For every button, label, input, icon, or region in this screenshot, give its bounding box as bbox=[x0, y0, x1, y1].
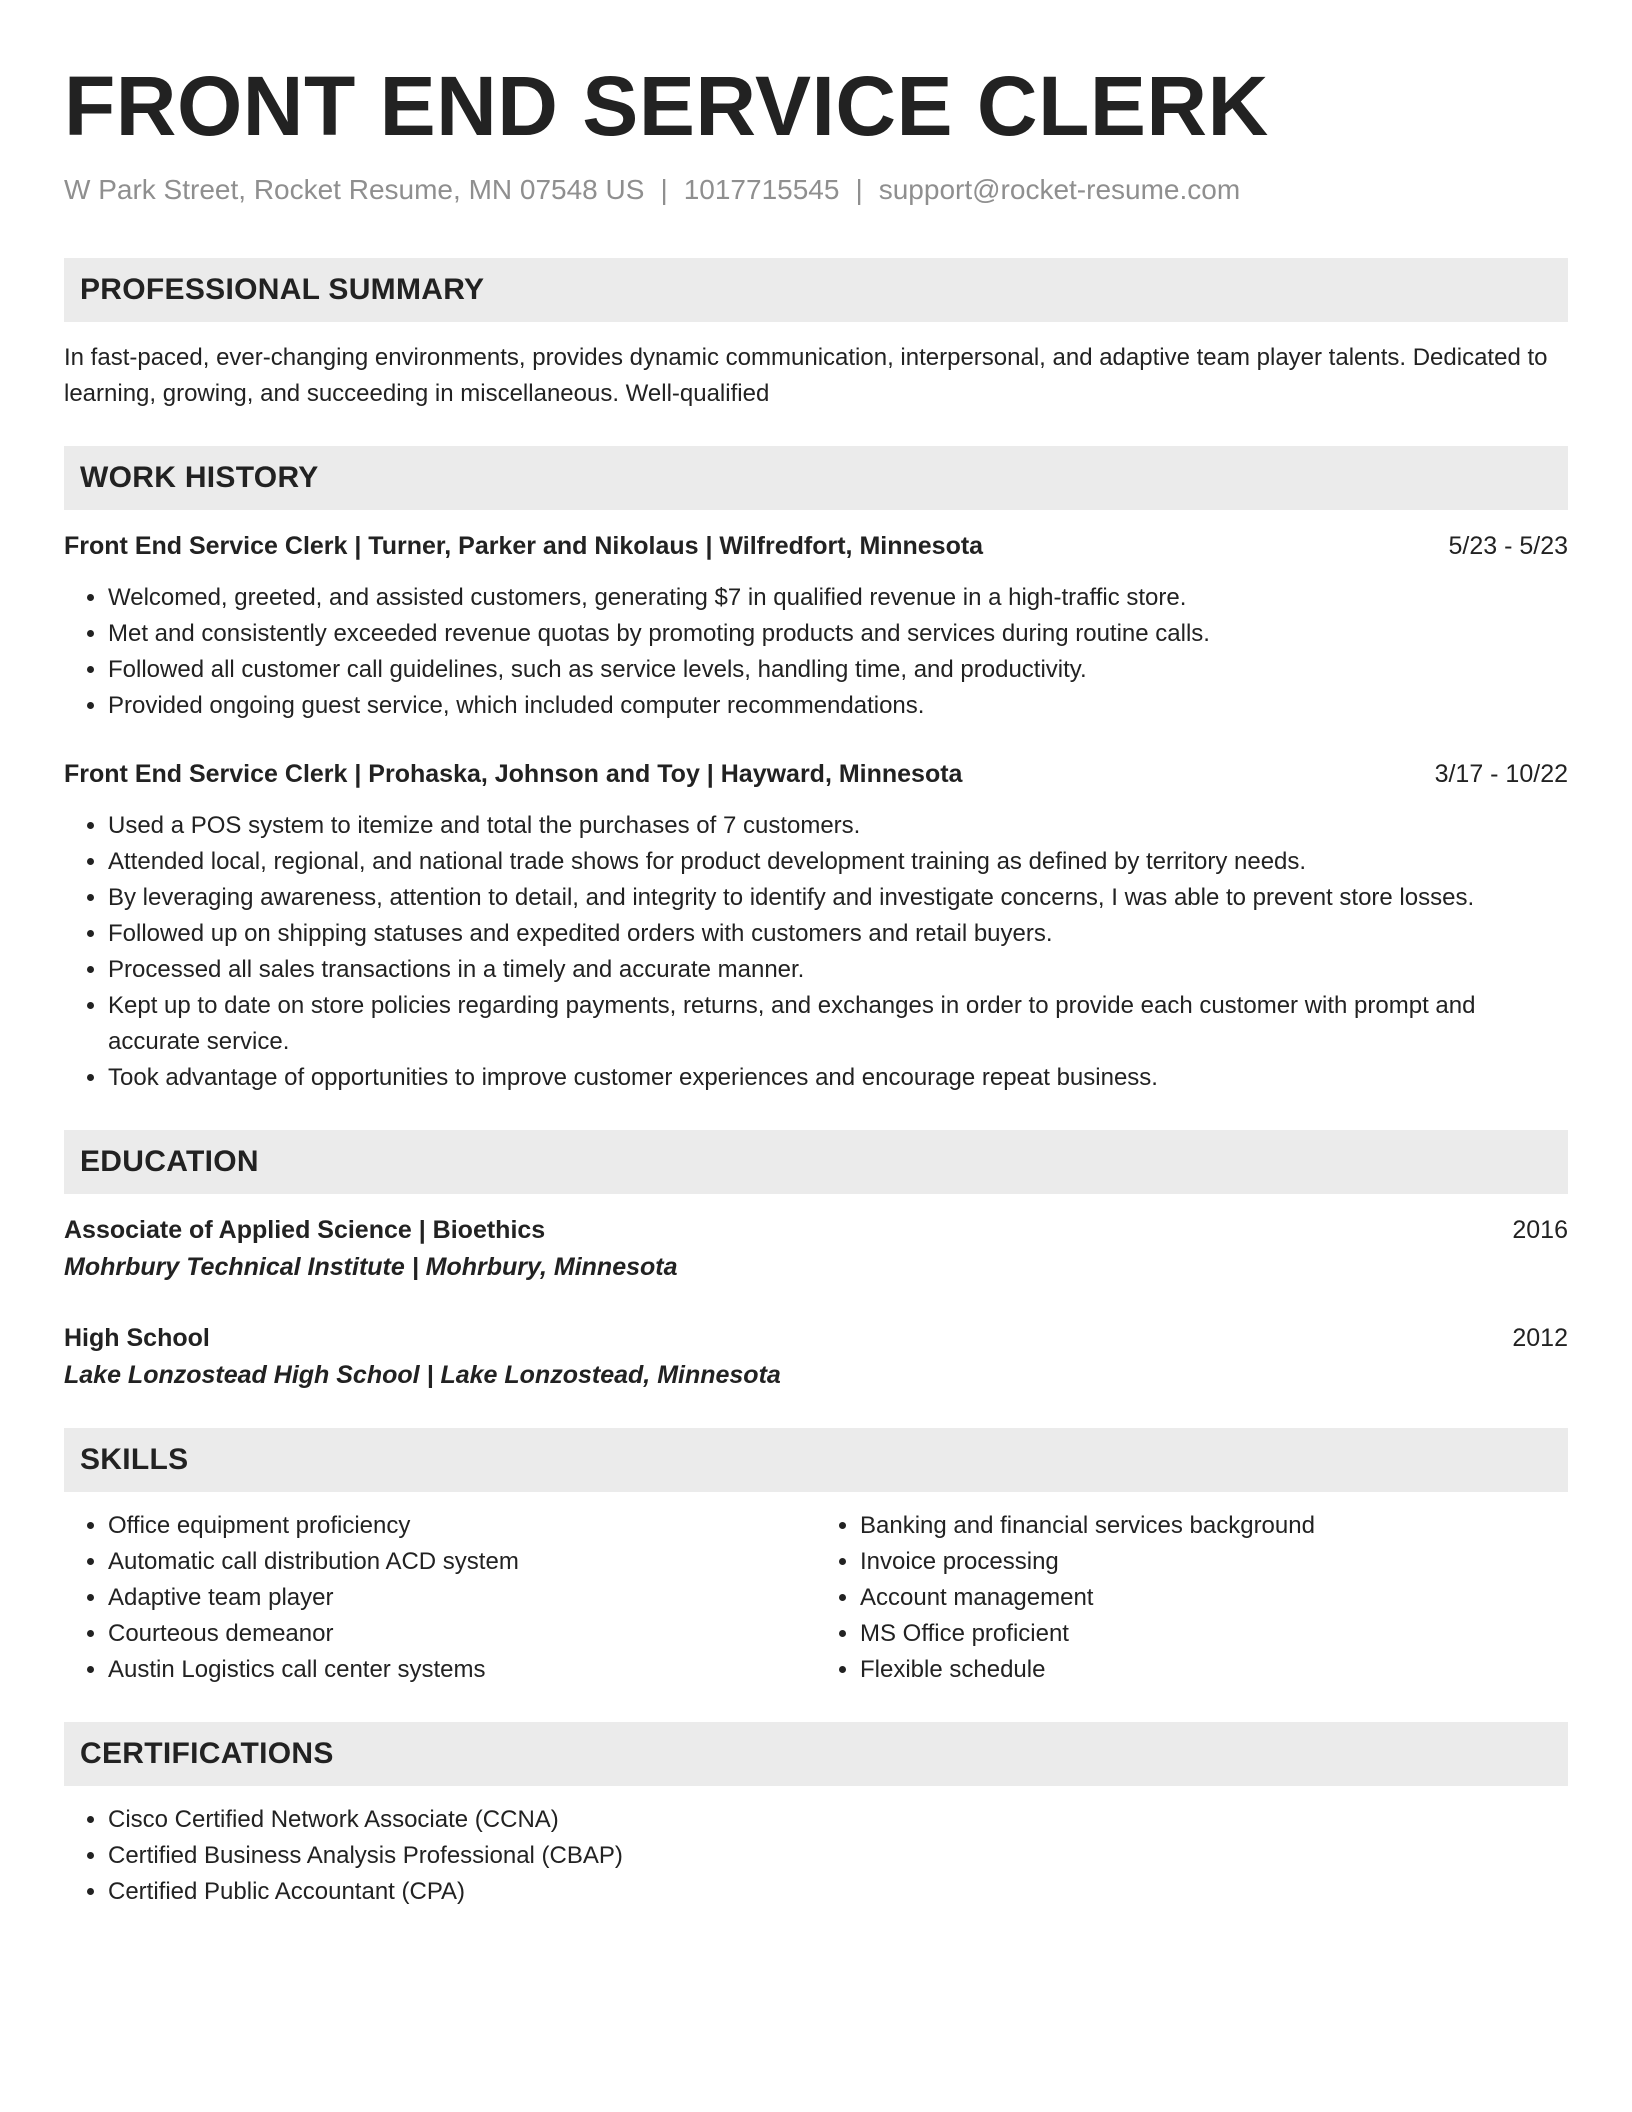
education-school: Mohrbury Technical Institute | Mohrbury, Minnesota bbox=[64, 1253, 678, 1281]
list-item: • Automatic call distribution ACD system bbox=[108, 1544, 816, 1580]
job-dates: 3/17 - 10/22 bbox=[1434, 760, 1568, 788]
job-entry bbox=[64, 756, 1568, 1096]
work-history-body bbox=[64, 510, 1568, 1096]
list-item: • Banking and financial services background bbox=[860, 1508, 1568, 1544]
education-header bbox=[64, 1320, 1568, 1356]
contact-address: W Park Street, Rocket Resume, MN 07548 US bbox=[64, 174, 645, 205]
job-bullets bbox=[64, 580, 1568, 724]
job-heading: Front End Service Clerk | Prohaska, Johnson and Toy | Hayward, Minnesota bbox=[64, 760, 963, 788]
list-item: • Flexible schedule bbox=[860, 1652, 1568, 1688]
list-item: • Took advantage of opportunities to improve customer experiences and encourage repeat business. bbox=[108, 1060, 1568, 1096]
contact-separator: | bbox=[660, 174, 668, 205]
contact-email: support@rocket-resume.com bbox=[878, 174, 1241, 205]
list-item: • Attended local, regional, and national trade shows for product development training as defined by territory needs. bbox=[108, 844, 1568, 880]
candidate-name: FRONT END SERVICE CLERK bbox=[64, 59, 1269, 153]
education-year: 2016 bbox=[1512, 1216, 1568, 1244]
skills-list-left bbox=[64, 1508, 816, 1688]
certifications-list bbox=[64, 1802, 1568, 1910]
contact-line bbox=[64, 172, 1568, 208]
education-degree: Associate of Applied Science | Bioethics bbox=[64, 1216, 546, 1244]
job-bullets bbox=[64, 808, 1568, 1096]
education-school: Lake Lonzostead High School | Lake Lonzostead, Minnesota bbox=[64, 1361, 781, 1389]
list-item: • Welcomed, greeted, and assisted customers, generating $7 in qualified revenue in a high-traffic store. bbox=[108, 580, 1568, 616]
education-entry bbox=[64, 1212, 1568, 1286]
job-heading: Front End Service Clerk | Turner, Parker and Nikolaus | Wilfredfort, Minnesota bbox=[64, 532, 984, 560]
job-header bbox=[64, 528, 1568, 564]
list-item: • Kept up to date on store policies regarding payments, returns, and exchanges in order to provide each customer with prompt and accurate service. bbox=[108, 988, 1568, 1060]
list-item: • Office equipment proficiency bbox=[108, 1508, 816, 1544]
job-entry bbox=[64, 528, 1568, 724]
list-item: • Adaptive team player bbox=[108, 1580, 816, 1616]
section-title-work-history: WORK HISTORY bbox=[64, 446, 1568, 510]
list-item: • Certified Business Analysis Professional (CBAP) bbox=[108, 1838, 1568, 1874]
list-item: • Austin Logistics call center systems bbox=[108, 1652, 816, 1688]
summary-body bbox=[64, 322, 1568, 412]
job-dates: 5/23 - 5/23 bbox=[1448, 532, 1568, 560]
list-item: • Met and consistently exceeded revenue quotas by promoting products and services during routine calls. bbox=[108, 616, 1568, 652]
certifications-body bbox=[64, 1786, 1568, 1910]
list-item: • MS Office proficient bbox=[860, 1616, 1568, 1652]
list-item: • Followed up on shipping statuses and expedited orders with customers and retail buyers. bbox=[108, 916, 1568, 952]
summary-section bbox=[64, 258, 1568, 412]
education-section bbox=[64, 1130, 1568, 1394]
list-item: • Certified Public Accountant (CPA) bbox=[108, 1874, 1568, 1910]
list-item: • Followed all customer call guidelines, such as service levels, handling time, and productivity. bbox=[108, 652, 1568, 688]
education-header bbox=[64, 1212, 1568, 1248]
skills-list-right bbox=[816, 1508, 1568, 1688]
list-item: • Invoice processing bbox=[860, 1544, 1568, 1580]
skills-section bbox=[64, 1428, 1568, 1688]
section-title-skills: SKILLS bbox=[64, 1428, 1568, 1492]
section-title-certifications: CERTIFICATIONS bbox=[64, 1722, 1568, 1786]
education-entry bbox=[64, 1320, 1568, 1394]
education-body bbox=[64, 1194, 1568, 1394]
list-item: • Used a POS system to itemize and total the purchases of 7 customers. bbox=[108, 808, 1568, 844]
list-item: • Processed all sales transactions in a timely and accurate manner. bbox=[108, 952, 1568, 988]
skills-body bbox=[64, 1492, 1568, 1688]
list-item: • Cisco Certified Network Associate (CCNA) bbox=[108, 1802, 1568, 1838]
certifications-section bbox=[64, 1722, 1568, 1910]
job-header bbox=[64, 756, 1568, 792]
section-title-summary: PROFESSIONAL SUMMARY bbox=[64, 258, 1568, 322]
contact-phone: 1017715545 bbox=[683, 174, 840, 205]
work-history-section bbox=[64, 446, 1568, 1096]
summary-text: In fast-paced, ever-changing environments, provides dynamic communication, interpersonal, and adaptive team player talents. Dedicated to learning, growing, and succeeding in miscellaneous. Well-qualified bbox=[64, 344, 1548, 407]
list-item: • By leveraging awareness, attention to detail, and integrity to identify and investigate concerns, I was able to prevent store losses. bbox=[108, 880, 1568, 916]
education-degree: High School bbox=[64, 1324, 210, 1352]
list-item: • Account management bbox=[860, 1580, 1568, 1616]
education-year: 2012 bbox=[1512, 1324, 1568, 1352]
section-title-education: EDUCATION bbox=[64, 1130, 1568, 1194]
contact-separator: | bbox=[855, 174, 863, 205]
list-item: • Provided ongoing guest service, which included computer recommendations. bbox=[108, 688, 1568, 724]
list-item: • Courteous demeanor bbox=[108, 1616, 816, 1652]
